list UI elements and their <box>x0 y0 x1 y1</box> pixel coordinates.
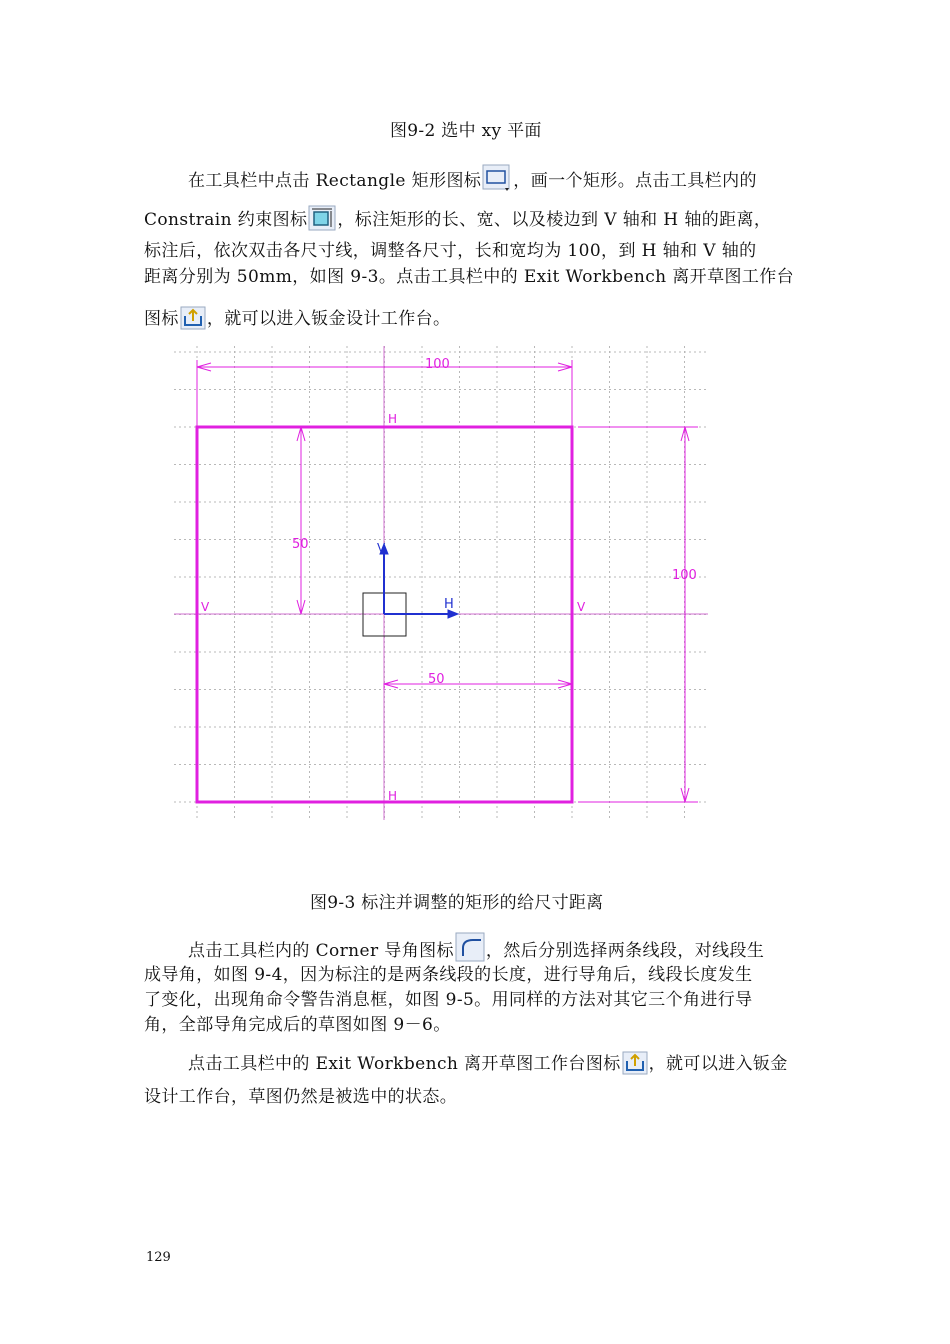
paragraph-1-line-5 <box>144 306 450 337</box>
label-v-left: V <box>201 600 210 614</box>
paragraph-1-line-3: 标注后，依次双击各尺寸线，调整各尺寸，长和宽均为 100，到 H 轴和 V 轴的 <box>144 241 757 261</box>
paragraph-1-line-2 <box>144 205 771 238</box>
dim-bottom-50 <box>384 680 572 688</box>
text-span: ，然后分别选择两条线段，对线段生 <box>485 941 765 961</box>
dim-top-label[interactable]: 100 <box>425 357 450 372</box>
paragraph-2-line-3: 了变化，出现角命令警告消息框，如图 9-5。用同样的方法对其它三个角进行导 <box>144 990 753 1010</box>
sketch-grid <box>174 346 708 820</box>
text-span: Constrain 约束图标 <box>144 210 308 230</box>
paragraph-1-line-1 <box>188 164 757 199</box>
page-number: 129 <box>146 1250 171 1265</box>
label-h-bottom: H <box>388 789 398 803</box>
label-v-right: V <box>577 600 586 614</box>
rectangle-icon <box>482 164 512 199</box>
figure-9-2-caption: 图9-2 选中 xy 平面 <box>390 121 542 141</box>
dim-left-50 <box>297 427 305 614</box>
paragraph-3-line-1 <box>188 1051 788 1082</box>
dim-left-label[interactable]: 50 <box>292 537 309 552</box>
label-h-axis: H <box>444 597 454 612</box>
paragraph-2-line-2: 成导角，如图 9-4，因为标注的是两条线段的长度，进行导角后，线段长度发生 <box>144 965 753 985</box>
text-span: ，标注矩形的长、宽、以及棱边到 V 轴和 H 轴的距离， <box>337 210 772 230</box>
paragraph-2-line-4: 角，全部导角完成后的草图如图 9－6。 <box>144 1015 451 1035</box>
label-v-axis: V <box>377 541 386 555</box>
sketch-figure <box>168 340 713 825</box>
exit-workbench-icon <box>622 1051 648 1082</box>
paragraph-3-line-2: 设计工作台，草图仍然是被选中的状态。 <box>144 1087 458 1107</box>
exit-workbench-icon <box>180 306 206 337</box>
constraint-icon <box>308 205 336 238</box>
text-span: 在工具栏中点击 Rectangle 矩形图标 <box>188 171 482 191</box>
paragraph-1-line-4: 距离分别为 50mm，如图 9-3。点击工具栏中的 Exit Workbench 离开草图工作台 <box>144 267 795 287</box>
text-span: ，就可以进入钣金 <box>648 1054 788 1074</box>
text-span: 图标 <box>144 309 179 329</box>
text-span: 点击工具栏内的 Corner 导角图标 <box>188 941 454 961</box>
label-h-top: H <box>388 412 398 426</box>
text-span: ，画一个矩形。点击工具栏内的 <box>513 171 757 191</box>
text-span: 点击工具栏中的 Exit Workbench 离开草图工作台图标 <box>188 1054 621 1074</box>
text-span: ，就可以进入钣金设计工作台。 <box>206 309 451 329</box>
dim-right-label[interactable]: 100 <box>672 568 697 583</box>
figure-9-3-caption: 图9-3 标注并调整的矩形的给尺寸距离 <box>310 893 604 913</box>
dim-bottom-label[interactable]: 50 <box>428 672 445 687</box>
